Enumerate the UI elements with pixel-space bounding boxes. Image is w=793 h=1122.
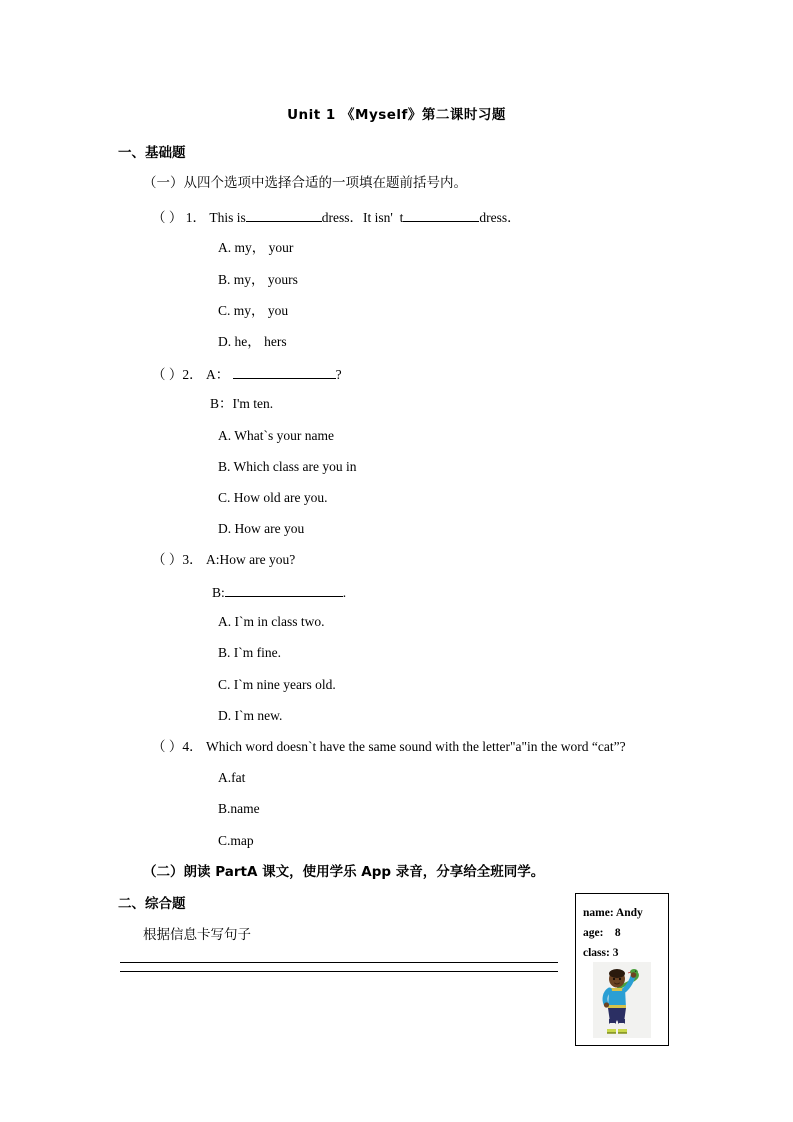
info-card-class: class: 3 (583, 947, 619, 959)
question-2-question-mark: ? (335, 367, 342, 382)
boy-with-snake-illustration (593, 962, 651, 1038)
question-3-blank (225, 583, 343, 597)
question-1-option-b[interactable]: B. my， yours (218, 272, 298, 287)
question-2-marker: （ ） (152, 367, 183, 382)
question-3-option-c[interactable]: C. I`m nine years old. (218, 677, 336, 692)
question-1-text-b: dress．It isn' (321, 210, 393, 225)
question-3-option-a[interactable]: A. I`m in class two. (218, 614, 325, 629)
question-1-stem (152, 208, 521, 226)
question-4-number: 4． (182, 739, 203, 754)
info-card-name: name: Andy (583, 907, 643, 919)
answer-rule-line-top (120, 962, 558, 963)
question-2-number: 2． (182, 367, 203, 382)
question-2-option-b[interactable]: B. Which class are you in (218, 459, 357, 474)
question-3-speaker-b-prefix: B: (212, 585, 225, 600)
question-4-marker: （ ） (152, 739, 183, 754)
question-3-option-b[interactable]: B. I`m fine. (218, 645, 281, 660)
question-2-blank (233, 365, 336, 379)
question-4-option-a[interactable]: A.fat (218, 770, 246, 785)
question-2-speaker-b: B：I'm ten. (210, 396, 274, 411)
question-2-speaker-a: A： (206, 367, 230, 382)
question-3-marker: （ ） (152, 552, 183, 567)
question-3-number: 3． (182, 552, 203, 567)
part-two-label: （二）朗读 PartA 课文，使用学乐 App 录音，分享给全班同学。 (143, 864, 545, 880)
question-3-option-d[interactable]: D. I`m new. (218, 708, 283, 723)
question-2-option-c[interactable]: C. How old are you. (218, 490, 328, 505)
answer-rule-line-bottom (120, 971, 558, 972)
info-card (575, 893, 669, 1046)
question-1-number: 1． (185, 210, 206, 225)
question-3-speaker-b-suffix: . (342, 585, 347, 600)
question-1-option-a[interactable]: A. my， your (218, 240, 294, 255)
section-heading-two: 二、综合题 (118, 896, 186, 912)
page-title: Unit 1 《Myself》第二课时习题 (287, 107, 506, 123)
question-2-option-d[interactable]: D. How are you (218, 521, 305, 536)
question-3-speaker-a: A:How are you? (206, 552, 296, 567)
question-1-marker: （ ） (152, 210, 183, 225)
question-1-blank-2 (403, 208, 479, 222)
question-4-option-b[interactable]: B.name (218, 801, 260, 816)
part-one-label: （一）从四个选项中选择合适的一项填在题前括号内。 (143, 175, 467, 191)
section-heading-one: 一、基础题 (118, 145, 186, 161)
question-3-stem (152, 552, 295, 568)
question-1-option-c[interactable]: C. my， you (218, 303, 289, 318)
info-card-age: age: 8 (583, 927, 621, 939)
question-2-option-a[interactable]: A. What`s your name (218, 428, 334, 443)
question-2-stem (152, 365, 342, 383)
answer-rule (120, 962, 558, 974)
question-1-text-d: dress． (479, 210, 521, 225)
question-1-option-d[interactable]: D. he， hers (218, 334, 287, 349)
question-3-speaker-b (212, 583, 346, 601)
section-two-instruction: 根据信息卡写句子 (143, 927, 251, 943)
question-4-text: Which word doesn`t have the same sound with the letter"a"in the word “cat”? (206, 739, 626, 754)
question-1-text-c: t (399, 210, 404, 225)
question-1-blank-1 (246, 208, 322, 222)
question-4-option-c[interactable]: C.map (218, 833, 254, 848)
question-1-text-a: This is (209, 210, 246, 225)
question-4-stem (152, 739, 626, 755)
